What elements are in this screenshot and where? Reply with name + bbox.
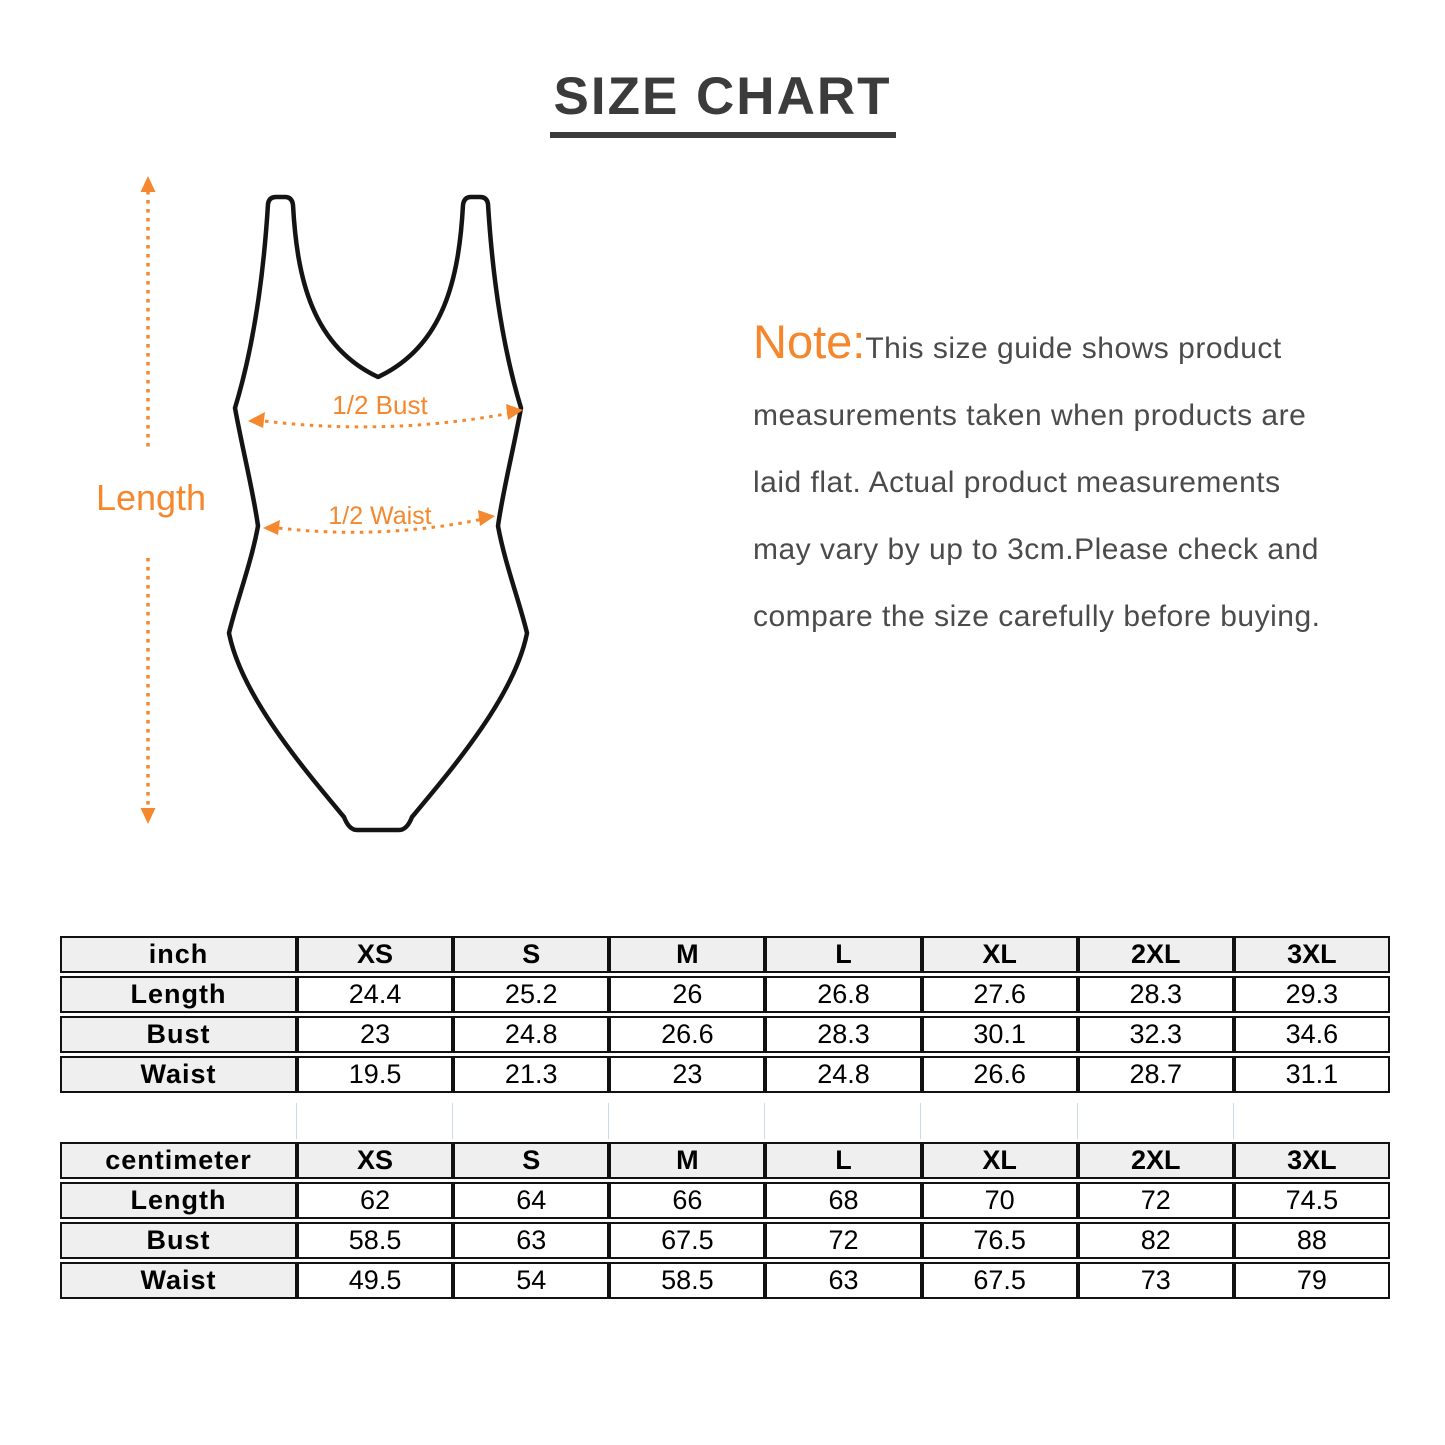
gap-cell bbox=[453, 1103, 609, 1139]
value-cell: 24.8 bbox=[453, 1016, 609, 1053]
value-cell: 19.5 bbox=[297, 1056, 453, 1093]
column-header-cell: XS bbox=[297, 1142, 453, 1179]
table-row bbox=[60, 976, 1390, 1013]
gap-cell bbox=[1078, 1103, 1234, 1139]
centimeter-size-table bbox=[60, 1139, 1390, 1302]
value-cell: 28.3 bbox=[1078, 976, 1234, 1013]
gap-cell bbox=[297, 1103, 453, 1139]
title-wrap bbox=[0, 66, 1445, 138]
value-cell: 67.5 bbox=[609, 1222, 765, 1259]
column-header-cell: S bbox=[453, 936, 609, 973]
column-header-cell: inch bbox=[60, 936, 297, 973]
value-cell: 27.6 bbox=[922, 976, 1078, 1013]
row-label-cell: Bust bbox=[60, 1016, 297, 1053]
value-cell: 54 bbox=[453, 1262, 609, 1299]
column-header-cell: centimeter bbox=[60, 1142, 297, 1179]
value-cell: 23 bbox=[297, 1016, 453, 1053]
inch-size-table bbox=[60, 933, 1390, 1096]
value-cell: 58.5 bbox=[609, 1262, 765, 1299]
value-cell: 32.3 bbox=[1078, 1016, 1234, 1053]
value-cell: 70 bbox=[922, 1182, 1078, 1219]
row-label-cell: Waist bbox=[60, 1262, 297, 1299]
value-cell: 24.4 bbox=[297, 976, 453, 1013]
value-cell: 28.7 bbox=[1078, 1056, 1234, 1093]
column-header-cell: XL bbox=[922, 936, 1078, 973]
column-header-cell: XS bbox=[297, 936, 453, 973]
column-header-cell: 2XL bbox=[1078, 936, 1234, 973]
value-cell: 26.8 bbox=[765, 976, 921, 1013]
note-line: may vary by up to 3cm.Please check and bbox=[753, 533, 1319, 566]
gap-cell bbox=[62, 1103, 297, 1139]
value-cell: 72 bbox=[1078, 1182, 1234, 1219]
value-cell: 31.1 bbox=[1234, 1056, 1390, 1093]
page-title: SIZE CHART bbox=[550, 66, 896, 138]
column-header-cell: 3XL bbox=[1234, 1142, 1390, 1179]
row-label-cell: Length bbox=[60, 976, 297, 1013]
value-cell: 66 bbox=[609, 1182, 765, 1219]
value-cell: 88 bbox=[1234, 1222, 1390, 1259]
note-line: laid flat. Actual product measurements bbox=[753, 466, 1281, 499]
row-label-cell: Waist bbox=[60, 1056, 297, 1093]
table-row bbox=[60, 1262, 1390, 1299]
value-cell: 58.5 bbox=[297, 1222, 453, 1259]
row-label-cell: Length bbox=[60, 1182, 297, 1219]
value-cell: 64 bbox=[453, 1182, 609, 1219]
value-cell: 49.5 bbox=[297, 1262, 453, 1299]
column-header-cell: 2XL bbox=[1078, 1142, 1234, 1179]
gap-cell bbox=[921, 1103, 1077, 1139]
value-cell: 29.3 bbox=[1234, 976, 1390, 1013]
waist-label: 1/2 Waist bbox=[328, 502, 432, 530]
table-row bbox=[60, 1016, 1390, 1053]
gap-cell bbox=[1234, 1103, 1389, 1139]
value-cell: 24.8 bbox=[765, 1056, 921, 1093]
table-gap-row bbox=[62, 1103, 1389, 1139]
value-cell: 23 bbox=[609, 1056, 765, 1093]
table-row bbox=[60, 1056, 1390, 1093]
table-header-row bbox=[60, 1142, 1390, 1179]
column-header-cell: S bbox=[453, 1142, 609, 1179]
value-cell: 72 bbox=[765, 1222, 921, 1259]
column-header-cell: L bbox=[765, 1142, 921, 1179]
value-cell: 73 bbox=[1078, 1262, 1234, 1299]
column-header-cell: M bbox=[609, 1142, 765, 1179]
table-row bbox=[60, 1222, 1390, 1259]
value-cell: 63 bbox=[765, 1262, 921, 1299]
value-cell: 25.2 bbox=[453, 976, 609, 1013]
value-cell: 28.3 bbox=[765, 1016, 921, 1053]
note-text bbox=[753, 308, 1418, 650]
value-cell: 63 bbox=[453, 1222, 609, 1259]
value-cell: 79 bbox=[1234, 1262, 1390, 1299]
value-cell: 21.3 bbox=[453, 1056, 609, 1093]
note-line-text: This size guide shows product bbox=[865, 332, 1282, 365]
gap-cell bbox=[765, 1103, 921, 1139]
note-line bbox=[753, 308, 1418, 382]
note-line: compare the size carefully before buying. bbox=[753, 600, 1321, 633]
bust-label: 1/2 Bust bbox=[332, 390, 428, 420]
value-cell: 74.5 bbox=[1234, 1182, 1390, 1219]
value-cell: 26.6 bbox=[922, 1056, 1078, 1093]
value-cell: 68 bbox=[765, 1182, 921, 1219]
table-header-row bbox=[60, 936, 1390, 973]
gap-cell bbox=[609, 1103, 765, 1139]
note-line: measurements taken when products are bbox=[753, 399, 1307, 432]
column-header-cell: M bbox=[609, 936, 765, 973]
length-label: Length bbox=[95, 477, 207, 518]
value-cell: 76.5 bbox=[922, 1222, 1078, 1259]
table-row bbox=[60, 1182, 1390, 1219]
value-cell: 26 bbox=[609, 976, 765, 1013]
value-cell: 82 bbox=[1078, 1222, 1234, 1259]
column-header-cell: XL bbox=[922, 1142, 1078, 1179]
note-prefix: Note: bbox=[753, 315, 866, 368]
value-cell: 34.6 bbox=[1234, 1016, 1390, 1053]
value-cell: 30.1 bbox=[922, 1016, 1078, 1053]
column-header-cell: 3XL bbox=[1234, 936, 1390, 973]
value-cell: 67.5 bbox=[922, 1262, 1078, 1299]
value-cell: 62 bbox=[297, 1182, 453, 1219]
value-cell: 26.6 bbox=[609, 1016, 765, 1053]
column-header-cell: L bbox=[765, 936, 921, 973]
row-label-cell: Bust bbox=[60, 1222, 297, 1259]
